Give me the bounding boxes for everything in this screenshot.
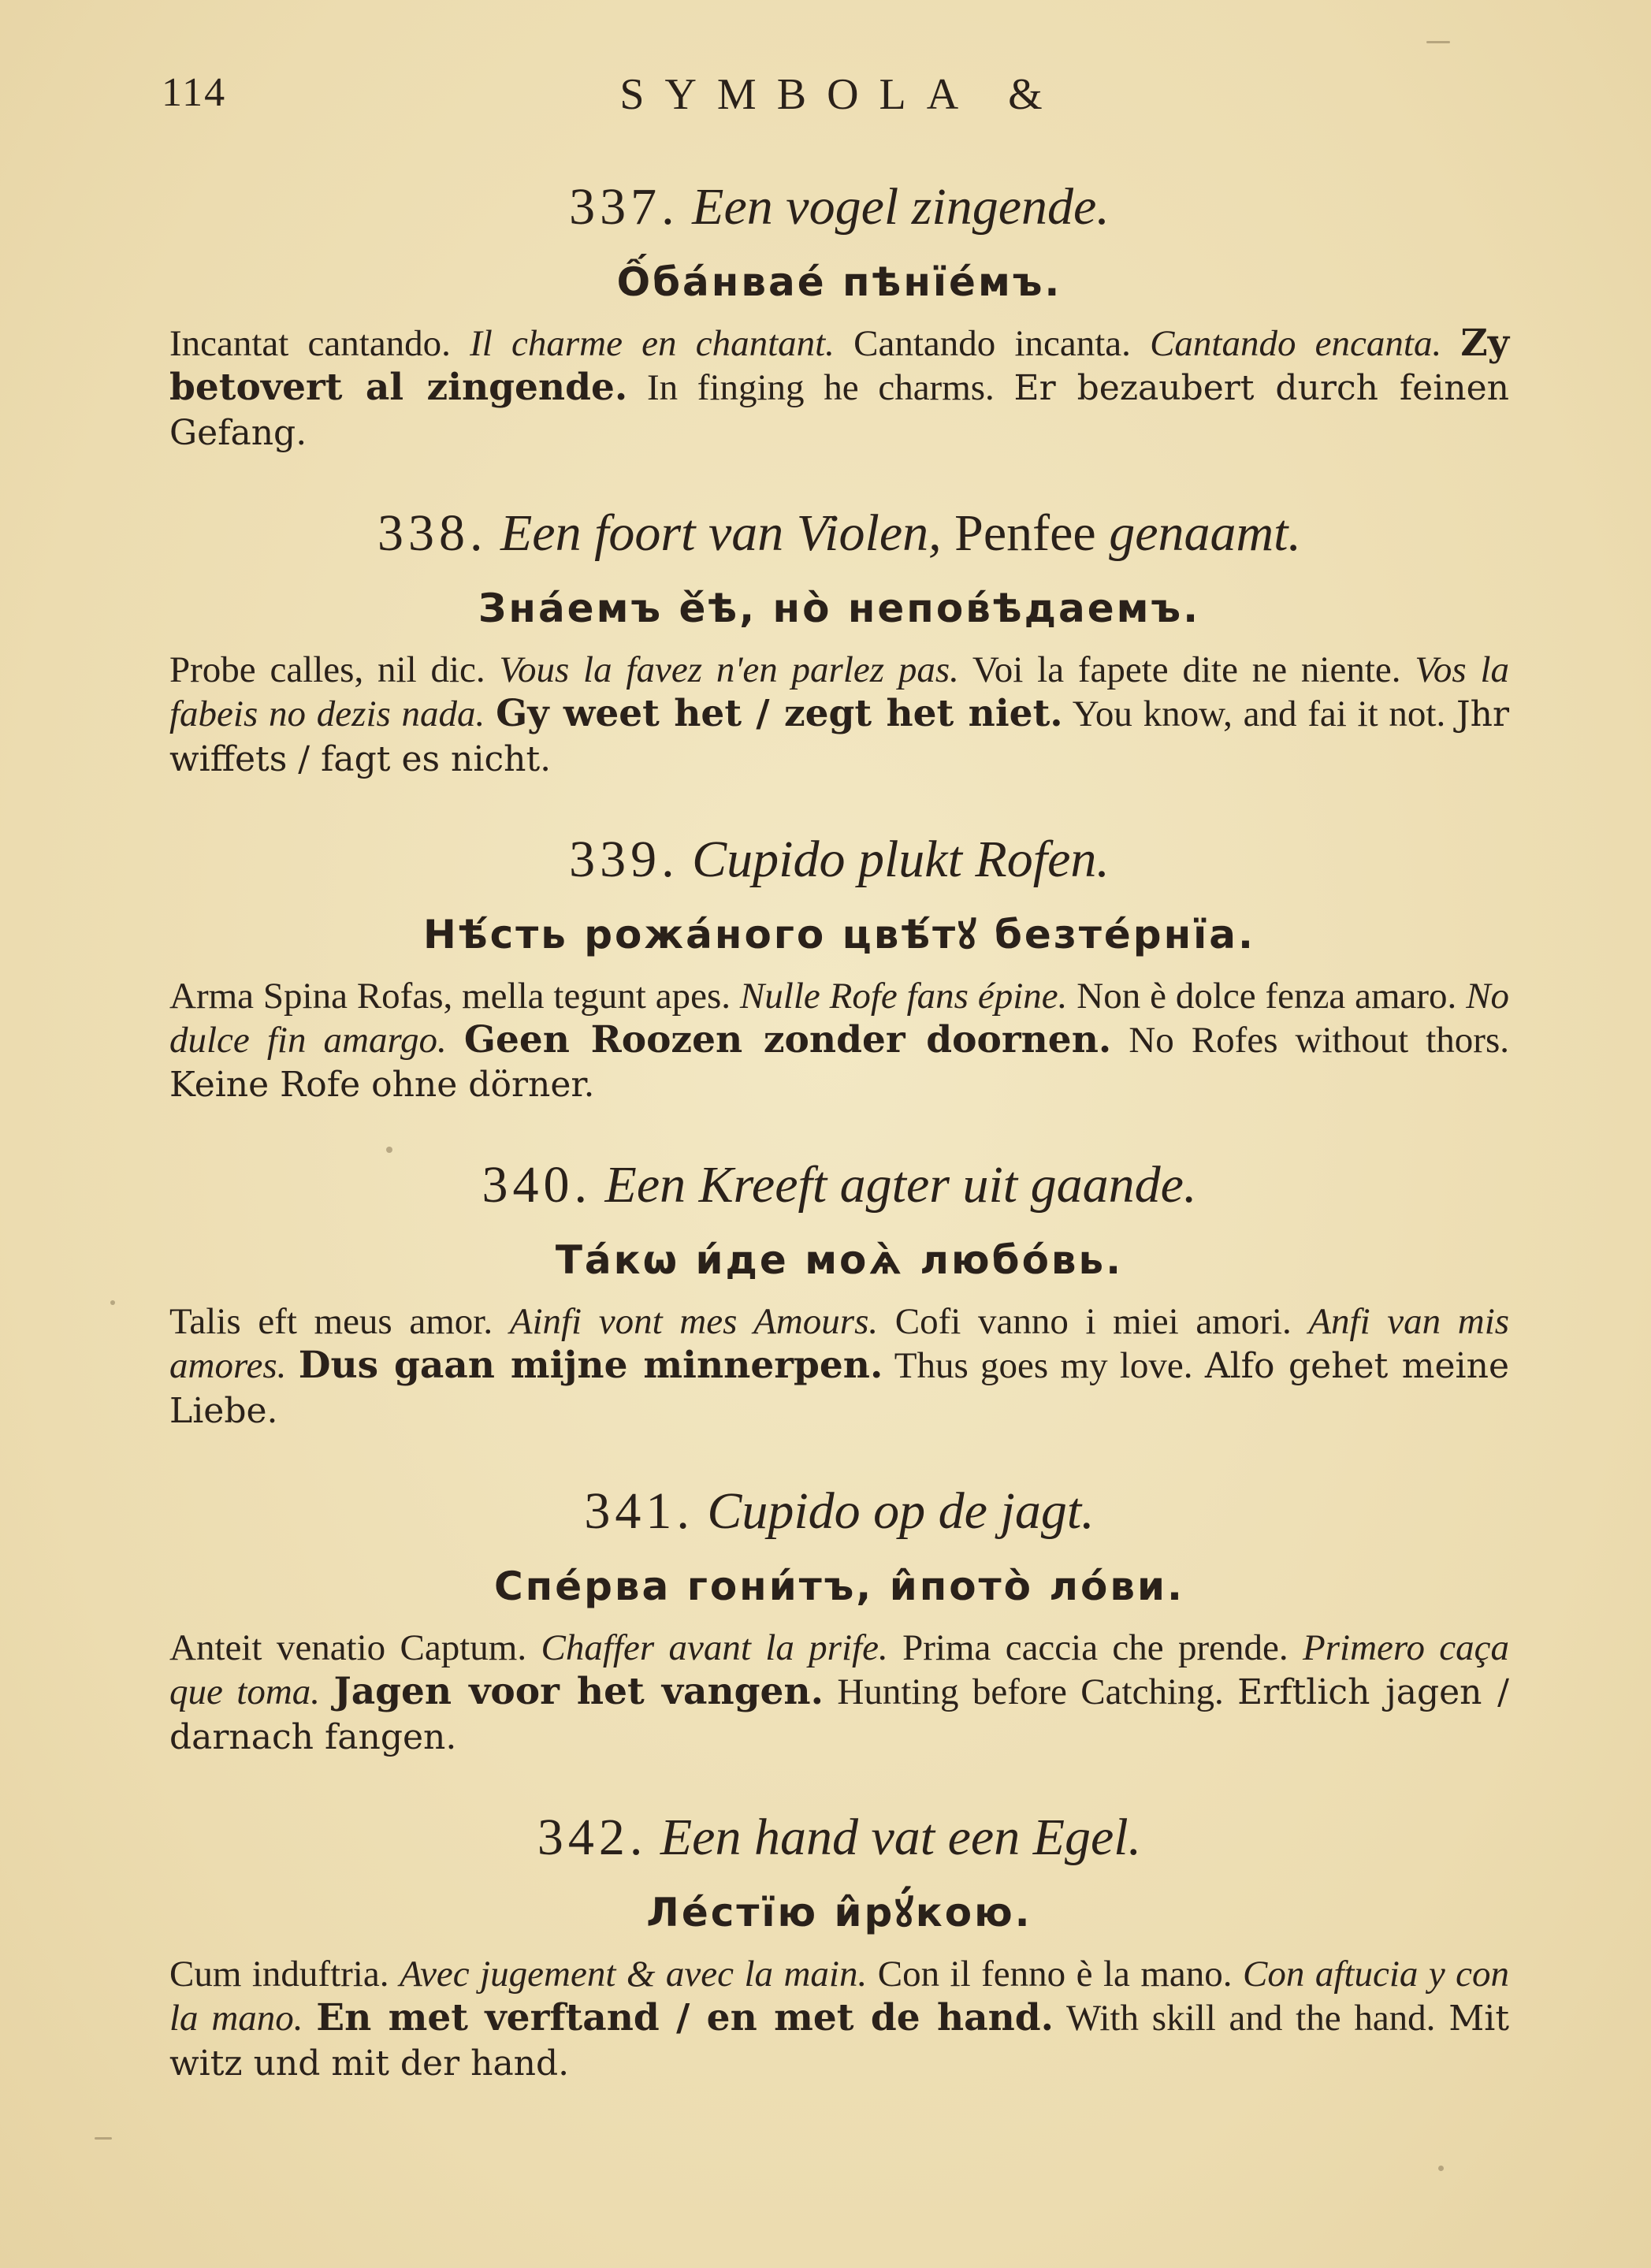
- latin-text: Cum induftria.: [169, 1954, 389, 1995]
- italian-text: Non è dolce fenza amaro.: [1076, 976, 1457, 1017]
- paper-speck: [1438, 2166, 1444, 2171]
- slavonic-motto: Тáкѡ и́де моѧ̀ любóвь.: [555, 1237, 1124, 1283]
- english-text: In finging he charms.: [646, 367, 995, 408]
- paper-speck: [95, 2137, 112, 2140]
- german-text: Keine Rofe ohne dörner.: [169, 1065, 595, 1105]
- spanish-text: Anfi van mis amores.: [169, 1301, 1510, 1386]
- french-text: Nulle Rofe fans épine.: [739, 976, 1068, 1017]
- entry-341: [169, 1479, 1509, 1760]
- paper-speck: [1426, 41, 1450, 43]
- dutch-text: Geen Roozen zonder doornen.: [463, 1018, 1112, 1061]
- entry-heading-end: genaamt.: [1109, 504, 1302, 562]
- english-text: With skill and the hand.: [1065, 1998, 1436, 2039]
- entry-number: 340.: [482, 1156, 593, 1214]
- entries-list: [169, 175, 1509, 2132]
- slavonic-motto: Лéстїю и̂рꙋ́кою.: [646, 1890, 1032, 1935]
- running-title: SYMBOLA &: [619, 70, 1063, 119]
- entry-340: [169, 1153, 1509, 1433]
- french-text: Avec jugement & avec la main.: [399, 1954, 868, 1995]
- entry-title: [169, 175, 1509, 240]
- entry-title: [169, 827, 1509, 892]
- german-text: Erftlich jagen / darnach fangen.: [169, 1672, 1509, 1757]
- german-text: Mit witz und mit der hand.: [169, 1998, 1510, 2084]
- english-text: You know, and fai it not.: [1072, 693, 1446, 734]
- entry-heading: Een hand vat een Egel.: [660, 1809, 1142, 1866]
- french-text: Chaffer avant la prife.: [541, 1627, 888, 1668]
- german-text: Jhr wiffets / fagt es nicht.: [169, 694, 1510, 779]
- paper-speck: [386, 1147, 392, 1153]
- entry-heading-upright: Penfee: [954, 504, 1096, 562]
- spanish-text: Primero caça que toma.: [169, 1627, 1510, 1712]
- entry-number: 339.: [569, 831, 679, 888]
- slavonic-motto: Ốбáнвае́ пѣнїе́мъ.: [616, 259, 1062, 305]
- english-text: Hunting before Catching.: [837, 1671, 1224, 1712]
- entry-heading: Cupido plukt Rofen.: [692, 831, 1110, 888]
- page-number: 114: [162, 70, 227, 115]
- entry-heading: Een foort van Violen,: [500, 504, 942, 562]
- slavonic-motto: Спéрва гони́тъ, и̂потò лóви.: [493, 1563, 1185, 1609]
- dutch-text: En met verftand / en met de hand.: [316, 1996, 1054, 2039]
- slavonic-motto: Знáемъ ѐ́ѣ, нò непов́ѣдаемъ.: [478, 586, 1201, 631]
- paper-speck: [110, 1300, 115, 1305]
- latin-text: Anteit venatio Captum.: [169, 1627, 527, 1668]
- entry-title: [169, 1805, 1509, 1870]
- italian-text: Cofi vanno i miei amori.: [894, 1301, 1292, 1342]
- entry-337: [169, 175, 1509, 455]
- dutch-text: Dus gaan mijne minnerpen.: [298, 1344, 883, 1387]
- entry-number: 342.: [537, 1809, 648, 1866]
- english-text: Thus goes my love.: [894, 1345, 1193, 1386]
- entry-translations: [169, 1626, 1509, 1760]
- slavonic-motto: Нѣ́сть рожáного цвѣ́тꙋ безтéрнїа.: [422, 912, 1255, 957]
- italian-text: Con il fenno è la mano.: [877, 1954, 1233, 1995]
- dutch-text: Gy weet het / zegt het niet.: [496, 692, 1063, 735]
- italian-text: Voi la fapete dite ne niente.: [972, 649, 1401, 690]
- spanish-text: Vos la fabeis no dezis nada.: [169, 649, 1510, 734]
- entry-title: [169, 1479, 1509, 1544]
- entry-translations: [169, 648, 1509, 782]
- german-text: Alfo gehet meine Liebe.: [169, 1346, 1509, 1431]
- entry-heading: Een vogel zingende.: [692, 178, 1110, 236]
- spanish-text: Con aftucia y con la mano.: [169, 1954, 1510, 2039]
- italian-text: Cantando incanta.: [853, 323, 1131, 364]
- entry-title: [169, 1153, 1509, 1218]
- french-text: Ainfi vont mes Amours.: [509, 1301, 879, 1342]
- entry-number: 341.: [584, 1482, 694, 1540]
- latin-text: Incantat cantando.: [169, 323, 451, 364]
- entry-title: [169, 501, 1509, 566]
- entry-heading: Cupido op de jagt.: [707, 1482, 1095, 1540]
- entry-342: [169, 1805, 1509, 2086]
- english-text: No Rofes without thors.: [1129, 1020, 1509, 1061]
- dutch-text: Zy betovert al zingende.: [169, 322, 1510, 409]
- spanish-text: Cantando encanta.: [1150, 323, 1442, 364]
- entry-translations: [169, 1299, 1509, 1433]
- italian-text: Prima caccia che prende.: [902, 1627, 1288, 1668]
- latin-text: Talis eft meus amor.: [169, 1301, 493, 1342]
- entry-number: 338.: [377, 504, 488, 562]
- entry-translations: [169, 974, 1509, 1107]
- german-text: Er bezaubert durch feinen Gefang.: [169, 368, 1509, 453]
- entry-number: 337.: [569, 178, 679, 236]
- entry-339: [169, 827, 1509, 1107]
- entry-translations: [169, 322, 1509, 455]
- french-text: Vous la favez n'en parlez pas.: [499, 649, 959, 690]
- spanish-text: No dulce fin amargo.: [169, 976, 1510, 1061]
- entry-translations: [169, 1952, 1509, 2086]
- entry-heading: Een Kreeft agter uit gaande.: [604, 1156, 1197, 1214]
- latin-text: Probe calles, nil dic.: [169, 649, 485, 690]
- dutch-text: Jagen voor het vangen.: [333, 1670, 824, 1713]
- latin-text: Arma Spina Rofas, mella tegunt apes.: [169, 976, 731, 1017]
- french-text: Il charme en chantant.: [470, 323, 835, 364]
- entry-338: [169, 501, 1509, 782]
